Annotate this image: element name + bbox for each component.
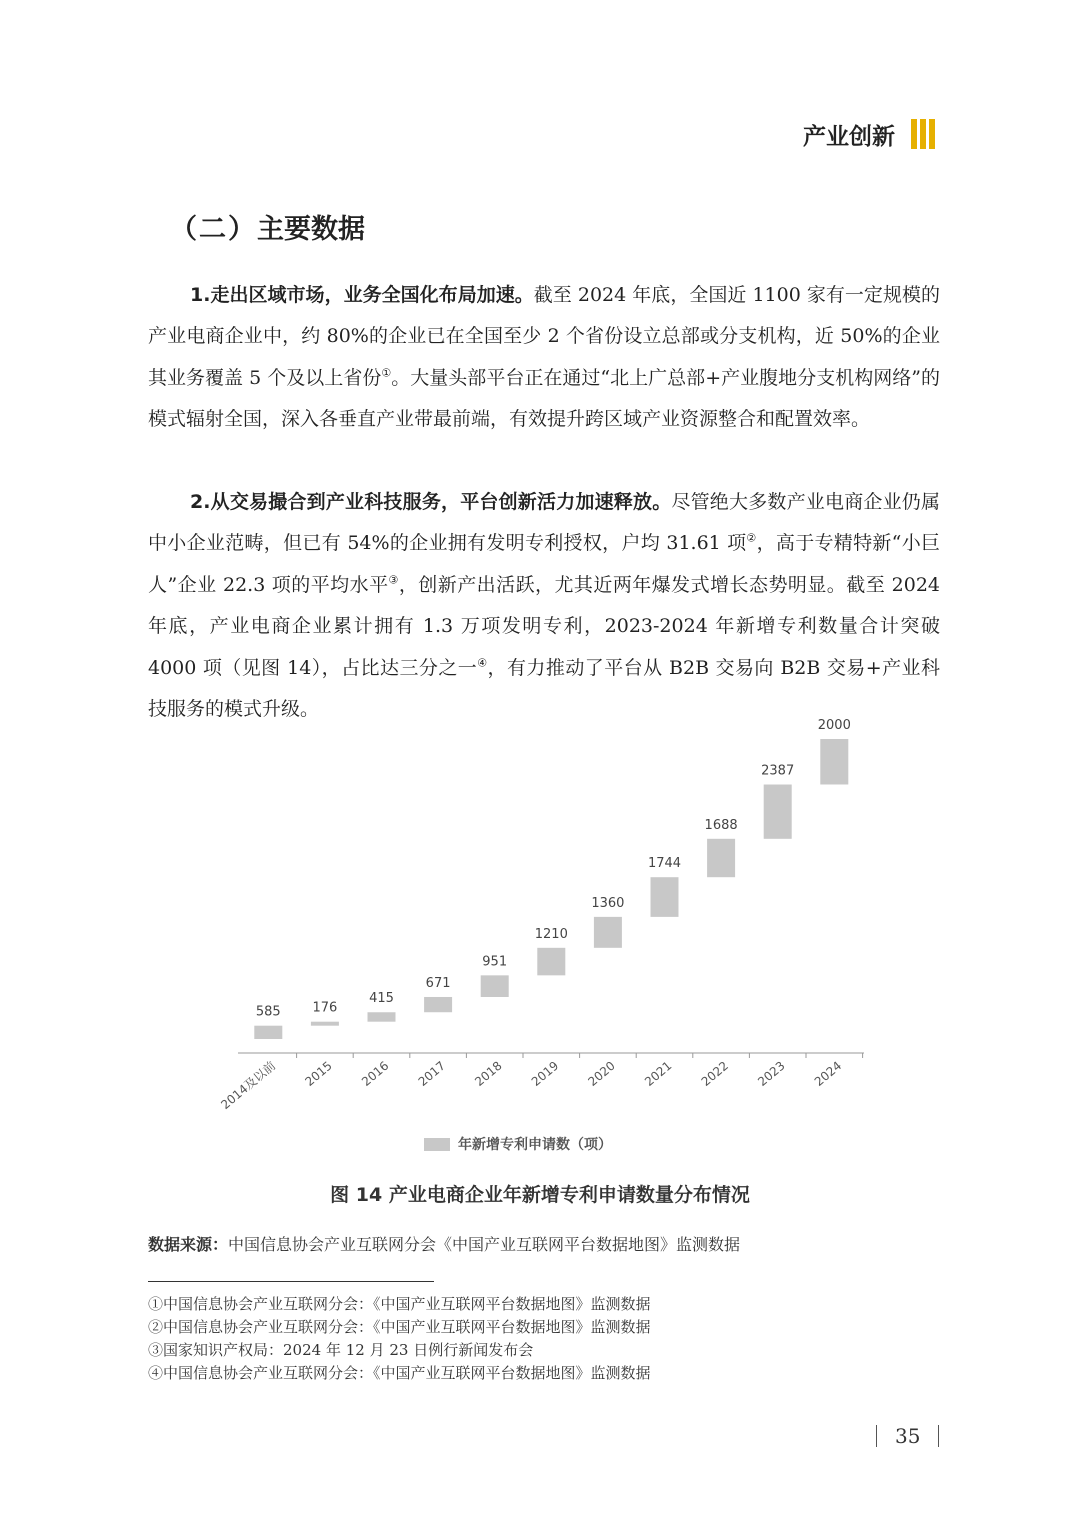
x-tick-label: 2019 — [528, 1058, 562, 1089]
x-tick-label: 2017 — [415, 1058, 449, 1089]
footnote-ref-4: ④ — [477, 656, 488, 670]
data-label: 585 — [255, 1004, 281, 1020]
paragraph-1 — [148, 275, 940, 441]
header-bar — [920, 119, 926, 149]
legend-swatch — [424, 1138, 450, 1151]
chart-bar — [764, 784, 792, 838]
figure-caption: 图 14 产业电商企业年新增专利申请数量分布情况 — [330, 1184, 750, 1206]
data-label: 2000 — [817, 718, 851, 733]
footnote-item: ①中国信息协会产业互联网分会：《中国产业互联网平台数据地图》监测数据 — [148, 1295, 651, 1313]
data-label: 671 — [425, 975, 451, 991]
chart-bar — [820, 739, 848, 784]
chart-bar — [651, 877, 679, 917]
footnote-item: ②中国信息协会产业互联网分会：《中国产业互联网平台数据地图》监测数据 — [148, 1318, 651, 1336]
page-number — [876, 1422, 939, 1450]
footnote-divider — [148, 1281, 434, 1282]
page-number-value: 35 — [895, 1424, 921, 1448]
header-bars-decoration — [911, 119, 938, 149]
footnote-ref-2: ② — [746, 532, 757, 546]
paragraph-2 — [148, 482, 940, 730]
section-title-text: 主要数据 — [257, 214, 365, 245]
x-tick-label: 2021 — [642, 1058, 675, 1089]
footnote-item: ④中国信息协会产业互联网分会：《中国产业互联网平台数据地图》监测数据 — [148, 1364, 651, 1382]
paragraph-2-text-d: ，有力推动了平台从 B2B 交易向 B2B 交易+产业科技服务的模式升级。 — [148, 656, 940, 721]
legend-label: 年新增专利申请数（项） — [458, 1137, 612, 1153]
data-source — [148, 1232, 740, 1255]
chart-bar — [311, 1022, 339, 1026]
data-source-text: 中国信息协会产业互联网分会《中国产业互联网平台数据地图》监测数据 — [228, 1235, 741, 1254]
chart-bar — [594, 917, 622, 948]
data-source-label: 数据来源： — [148, 1235, 229, 1254]
paragraph-2-text-a: 尽管绝大多数产业电商企业仍属中小企业范畴，但已有 54%的企业拥有发明专利授权，户均 31.61 项 — [148, 491, 940, 555]
paragraph-2-text-b: ，高于专精特新“小巨人”企业 22.3 项的平均水平 — [148, 532, 940, 596]
data-label: 176 — [312, 1000, 338, 1016]
footnotes — [148, 1293, 651, 1385]
x-tick-label: 2015 — [302, 1058, 335, 1089]
page-number-divider — [876, 1425, 877, 1447]
chart-bar — [368, 1012, 396, 1021]
page-number-divider — [938, 1425, 939, 1447]
section-title — [170, 207, 365, 246]
x-tick-label: 2024 — [811, 1058, 845, 1089]
footnote-ref-3: ③ — [388, 573, 399, 587]
chart-bar — [481, 975, 509, 997]
paragraph-1-text-a: 截至 2024 年底，全国近 1100 家有一定规模的产业电商企业中，约 80%的企业已在全国至少 2 个省份设立总部或分支机构，近 50%的企业其业务覆盖 5 个及以上省份 — [148, 284, 940, 389]
footnote-ref-1: ① — [381, 366, 392, 380]
header-title: 产业创新 — [803, 123, 895, 150]
x-tick-label: 2020 — [585, 1058, 618, 1089]
chart-bar — [537, 948, 565, 976]
chart-bar — [254, 1026, 282, 1039]
paragraph-2-text-c: ，创新产出活跃，尤其近两年爆发式增长态势明显。截至 2024 年底，产业电商企业累计拥有 1.3 万项发明专利，2023-2024 年新增专利数量合计突破 4000 项（见图 14），占比达三分之一 — [148, 573, 940, 679]
chart-bar — [424, 997, 452, 1012]
running-header — [803, 114, 938, 154]
header-bar — [911, 119, 917, 149]
x-tick-label: 2018 — [472, 1058, 505, 1089]
data-label: 415 — [369, 991, 394, 1007]
paragraph-2-lead: 2.从交易撮合到产业科技服务，平台创新活力加速释放。 — [190, 491, 672, 513]
data-label: 1210 — [534, 926, 568, 942]
patent-chart — [196, 718, 886, 1168]
footnote-item: ③国家知识产权局：2024 年 12 月 23 日例行新闻发布会 — [148, 1341, 534, 1359]
data-label: 1360 — [591, 895, 625, 911]
data-label: 2387 — [761, 763, 795, 779]
x-tick-label: 2014及以前 — [218, 1058, 279, 1113]
data-label: 1744 — [647, 856, 682, 872]
data-label: 951 — [482, 954, 508, 970]
x-tick-label: 2016 — [359, 1058, 392, 1089]
data-label: 1688 — [704, 817, 738, 833]
paragraph-1-lead: 1.走出区域市场，业务全国化布局加速。 — [190, 284, 534, 306]
section-title-number: （二） — [170, 214, 257, 245]
chart-bar — [707, 839, 735, 877]
patent-chart-svg — [196, 718, 886, 1168]
paragraph-1-text-b: 。大量头部平台正在通过“北上广总部+产业腹地分支机构网络”的模式辐射全国，深入各垂直产业带最前端，有效提升跨区域产业资源整合和配置效率。 — [148, 366, 940, 431]
x-tick-label: 2023 — [755, 1058, 788, 1089]
header-bar — [929, 119, 935, 149]
x-tick-label: 2022 — [698, 1058, 732, 1089]
